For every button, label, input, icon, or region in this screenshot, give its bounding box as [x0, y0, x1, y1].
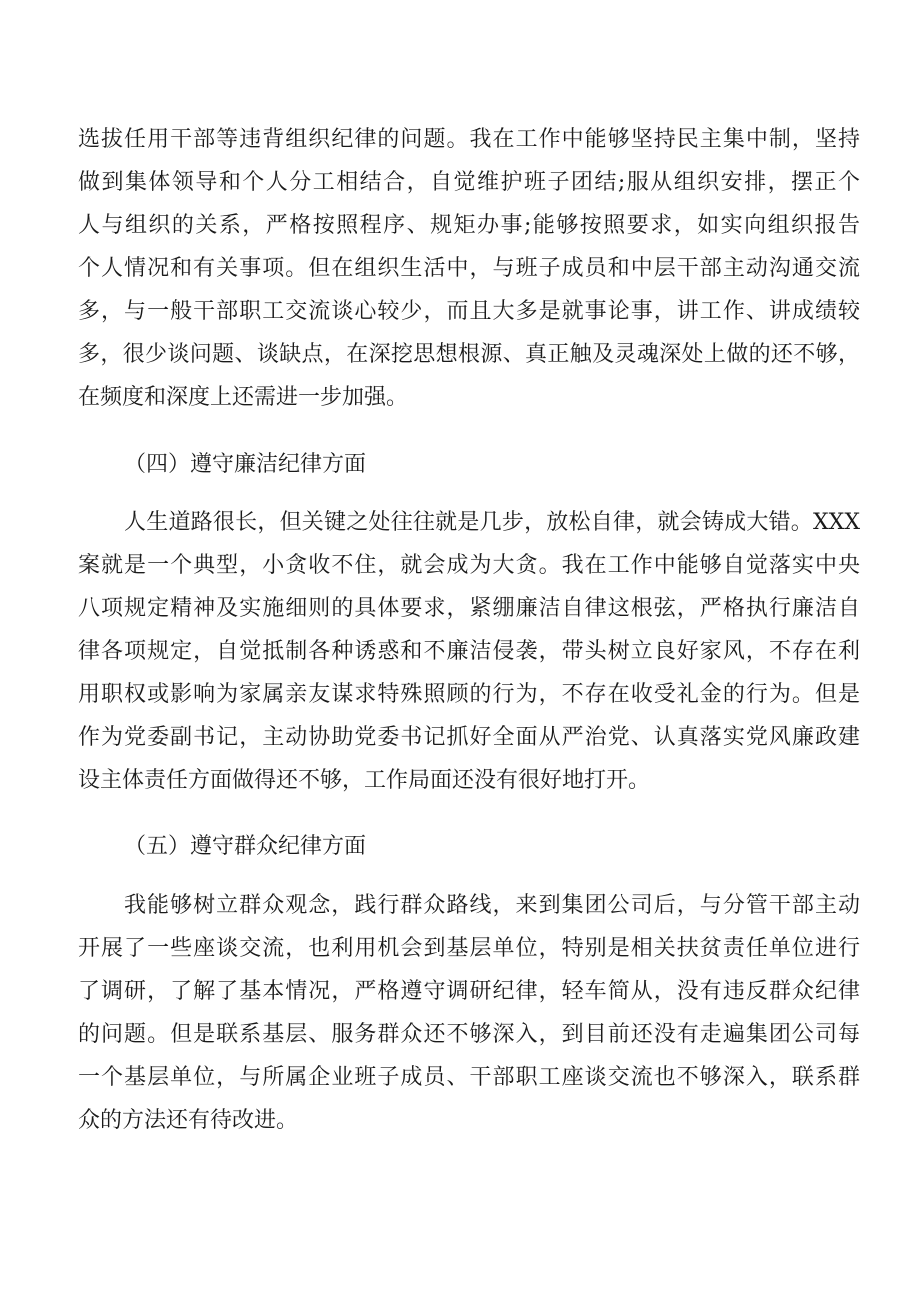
text-line: 作为党委副书记，主动协助党委书记抓好全面从严治党、认真落实党风廉政建 [78, 725, 860, 750]
text-line: 选拔任用干部等违背组织纪律的问题。我在工作中能够坚持民主集中制，坚持 [78, 127, 860, 152]
section-heading-integrity-discipline: （四）遵守廉洁纪律方面 [124, 452, 367, 477]
text-line: 了调研，了解了基本情况，严格遵守调研纪律，轻车简从，没有违反群众纪律 [78, 979, 860, 1004]
text-line: 我能够树立群众观念，践行群众路线，来到集团公司后，与分管干部主动 [124, 893, 860, 918]
text-line: 人生道路很长，但关键之处往往就是几步，放松自律，就会铸成大错。XXX [124, 510, 860, 535]
text-line: 案就是一个典型，小贪收不住，就会成为大贪。我在工作中能够自觉落实中央 [78, 553, 860, 578]
text-line: 八项规定精神及实施细则的具体要求，紧绷廉洁自律这根弦，严格执行廉洁自 [78, 596, 860, 621]
text-line: 一个基层单位，与所属企业班子成员、干部职工座谈交流也不够深入，联系群 [78, 1065, 860, 1090]
text-line: 设主体责任方面做得还不够，工作局面还没有很好地打开。 [78, 768, 651, 793]
text-line: 开展了一些座谈交流，也利用机会到基层单位，特别是相关扶贫责任单位进行 [78, 936, 860, 961]
text-line: 个人情况和有关事项。但在组织生活中，与班子成员和中层干部主动沟通交流 [78, 256, 860, 281]
text-line: 做到集体领导和个人分工相结合，自觉维护班子团结;服从组织安排，摆正个 [78, 170, 860, 195]
text-line: 律各项规定，自觉抵制各种诱惑和不廉洁侵袭，带头树立良好家风，不存在利 [78, 639, 860, 664]
text-line: 多，与一般干部职工交流谈心较少，而且大多是就事论事，讲工作、讲成绩较 [78, 299, 860, 324]
text-line: 众的方法还有待改进。 [78, 1108, 299, 1133]
text-line: 用职权或影响为家属亲友谋求特殊照顾的行为，不存在收受礼金的行为。但是 [78, 682, 860, 707]
text-line: 人与组织的关系，严格按照程序、规矩办事;能够按照要求，如实向组织报告 [78, 213, 860, 238]
text-line: 多，很少谈问题、谈缺点，在深挖思想根源、真正触及灵魂深处上做的还不够， [78, 342, 860, 367]
text-line: 的问题。但是联系基层、服务群众还不够深入，到目前还没有走遍集团公司每 [78, 1022, 860, 1047]
section-heading-mass-discipline: （五）遵守群众纪律方面 [124, 834, 367, 859]
text-line: 在频度和深度上还需进一步加强。 [78, 385, 409, 410]
